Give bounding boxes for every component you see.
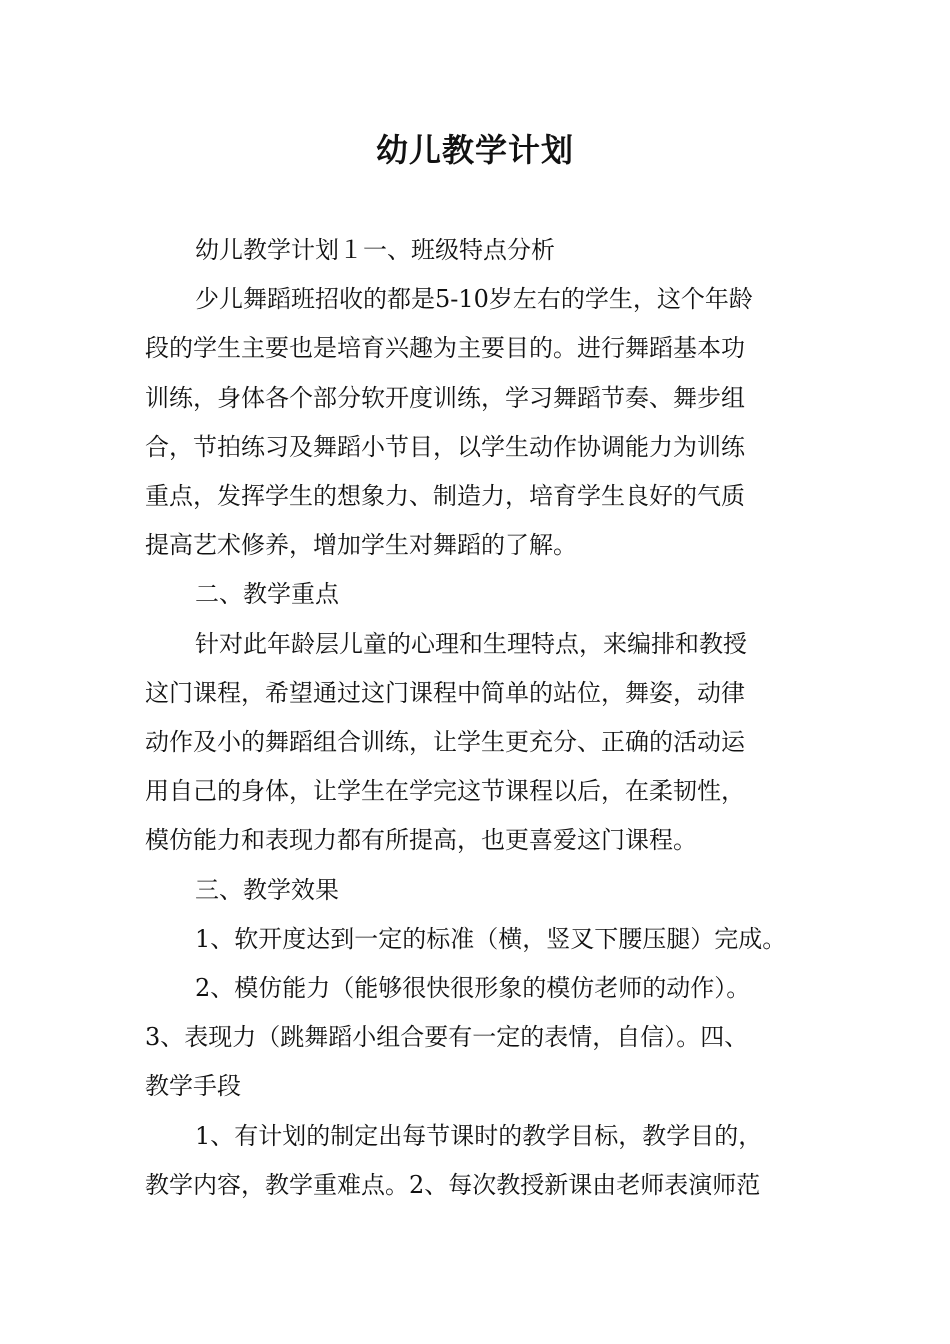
text-line: 段的学生主要也是培育兴趣为主要目的。进行舞蹈基本功 [145,334,745,363]
document-title: 幼儿教学计划 [375,131,574,169]
text-line: 幼儿教学计划１一、班级特点分析 [195,236,555,264]
text-line: 针对此年龄层儿童的心理和生理特点，来编排和教授 [195,629,747,658]
text-line: 教学手段 [145,1072,241,1101]
document-body [145,226,810,1210]
text-line: 合，节拍练习及舞蹈小节目，以学生动作协调能力为训练 [145,432,745,461]
text-line: 训练，身体各个部分软开度训练，学习舞蹈节奏、舞步组 [145,383,745,412]
text-line: 1、有计划的制定出每节课时的教学目标，教学目的， [195,1121,763,1150]
text-line: 少儿舞蹈班招收的都是5-10岁左右的学生，这个年龄 [195,285,753,314]
text-line: 1、软开度达到一定的标准（横，竖叉下腰压腿）完成。 [195,924,787,953]
text-line: 3、表现力（跳舞蹈小组合要有一定的表情，自信）。四、 [145,1023,749,1052]
text-line: 教学内容，教学重难点。2、每次教授新课由老师表演师范 [145,1170,761,1199]
text-line: 这门课程，希望通过这门课程中简单的站位，舞姿，动律 [145,678,745,707]
text-line: 重点，发挥学生的想象力、制造力，培育学生良好的气质 [145,482,745,511]
text-line: 三、教学效果 [195,875,339,904]
text-line: 用自己的身体，让学生在学完这节课程以后，在柔韧性， [145,777,745,806]
text-line: 二、教学重点 [195,580,339,609]
text-line: 动作及小的舞蹈组合训练，让学生更充分、正确的活动运 [145,728,745,757]
text-line: 模仿能力和表现力都有所提高，也更喜爱这门课程。 [145,826,697,855]
text-line: 2、模仿能力（能够很快很形象的模仿老师的动作）。 [195,974,751,1003]
text-line: 提高艺术修养，增加学生对舞蹈的了解。 [145,531,577,560]
